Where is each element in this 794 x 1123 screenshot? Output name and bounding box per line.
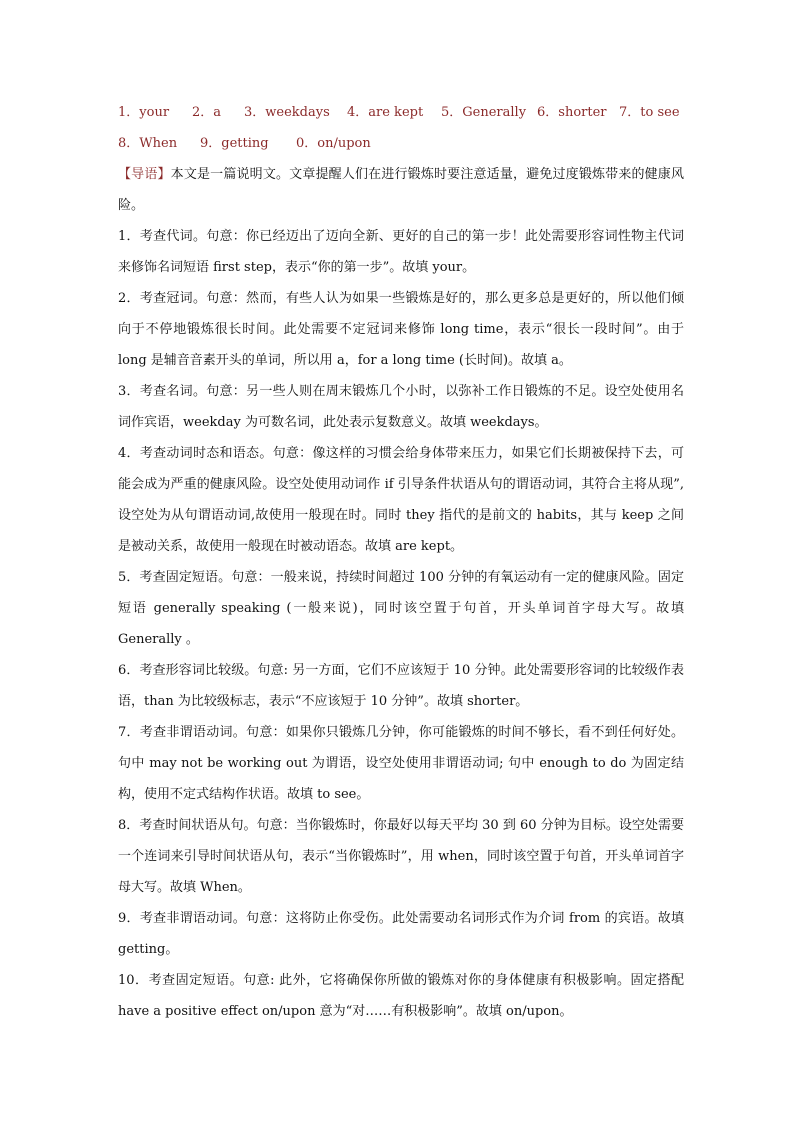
explanation-3: 3．考查名词。句意：另一些人则在周末锻炼几个小时，以弥补工作日锻炼的不足。设空处使用名词作宾语，weekday 为可数名词，此处表示复数意义。故填 weekdays。 [118, 384, 684, 430]
answer-item: 2．a [192, 105, 222, 120]
answer-item: 5．Generally [441, 105, 527, 120]
answer-item: 9．getting [200, 136, 269, 151]
explanation-7: 7．考查非谓语动词。句意：如果你只锻炼几分钟，你可能锻炼的时间不够长，看不到任何好处。句中 may not be working out 为谓语，设空处使用非谓语动词; 句中 enough to do 为固定结构，使用不定式结构作状语。故填 to see。 [118, 725, 684, 802]
answer-item: 8．When [118, 136, 178, 151]
answer-item: 0．on/upon [296, 136, 371, 151]
explanation-8: 8．考查时间状语从句。句意：当你锻炼时，你最好以每天平均 30 到 60 分钟为目标。设空处需要一个连词来引导时间状语从句，表示“当你锻炼时”，用 when，同时该空置于句首，开头单词首字母大写。故填 When。 [118, 818, 684, 895]
answer-item: 6．shorter [537, 105, 607, 120]
intro-paragraph [118, 159, 684, 221]
explanation-10: 10．考查固定短语。句意: 此外，它将确保你所做的锻炼对你的身体健康有积极影响。固定搭配 have a positive effect on/upon 意为“对……有积极影响”。故填 on/upon。 [118, 973, 684, 1019]
explanation-6: 6．考查形容词比较级。句意: 另一方面，它们不应该短于 10 分钟。此处需要形容词的比较级作表语，than 为比较级标志，表示“不应该短于 10 分钟”。故填 shorter。 [118, 663, 684, 709]
intro-text: 本文是一篇说明文。文章提醒人们在进行锻炼时要注意适量，避免过度锻炼带来的健康风险。 [118, 167, 684, 213]
answer-row-1 [118, 97, 684, 128]
explanation-9: 9．考查非谓语动词。句意：这将防止你受伤。此处需要动名词形式作为介词 from 的宾语。故填 getting。 [118, 911, 684, 957]
answer-item: 7．to see [619, 105, 680, 120]
answer-list [118, 97, 684, 159]
answer-key-page [118, 97, 684, 1027]
intro-tag: 【导语】 [118, 167, 171, 182]
explanation-2: 2．考查冠词。句意：然而，有些人认为如果一些锻炼是好的，那么更多总是更好的，所以他们倾向于不停地锻炼很长时间。此处需要不定冠词来修饰 long time，表示“很长一段时间”。由于 long 是辅音音素开头的单词，所以用 a，for a long time (长时间)。故填 a。 [118, 291, 684, 368]
explanation-1: 1．考查代词。句意：你已经迈出了迈向全新、更好的自己的第一步！此处需要形容词性物主代词来修饰名词短语 first step，表示“你的第一步”。故填 your。 [118, 229, 684, 275]
explanation-5: 5．考查固定短语。句意：一般来说，持续时间超过 100 分钟的有氧运动有一定的健康风险。固定短语 generally speaking (一般来说)，同时该空置于句首，开头单词首字母大写。故填 Generally 。 [118, 570, 684, 647]
answer-item: 1．your [118, 105, 170, 120]
answer-item: 4．are kept [347, 105, 424, 120]
answer-row-2 [118, 128, 684, 159]
explanation-4: 4．考查动词时态和语态。句意：像这样的习惯会给身体带来压力，如果它们长期被保持下去，可能会成为严重的健康风险。设空处使用动词作 if 引导条件状语从句的谓语动词，其符合主将从现”,设空处为从句谓语动词,故使用一般现在时。同时 they 指代的是前文的 habits，其与 keep 之间是被动关系，故使用一般现在时被动语态。故填 are kept。 [118, 446, 684, 554]
answer-item: 3．weekdays [244, 105, 330, 120]
